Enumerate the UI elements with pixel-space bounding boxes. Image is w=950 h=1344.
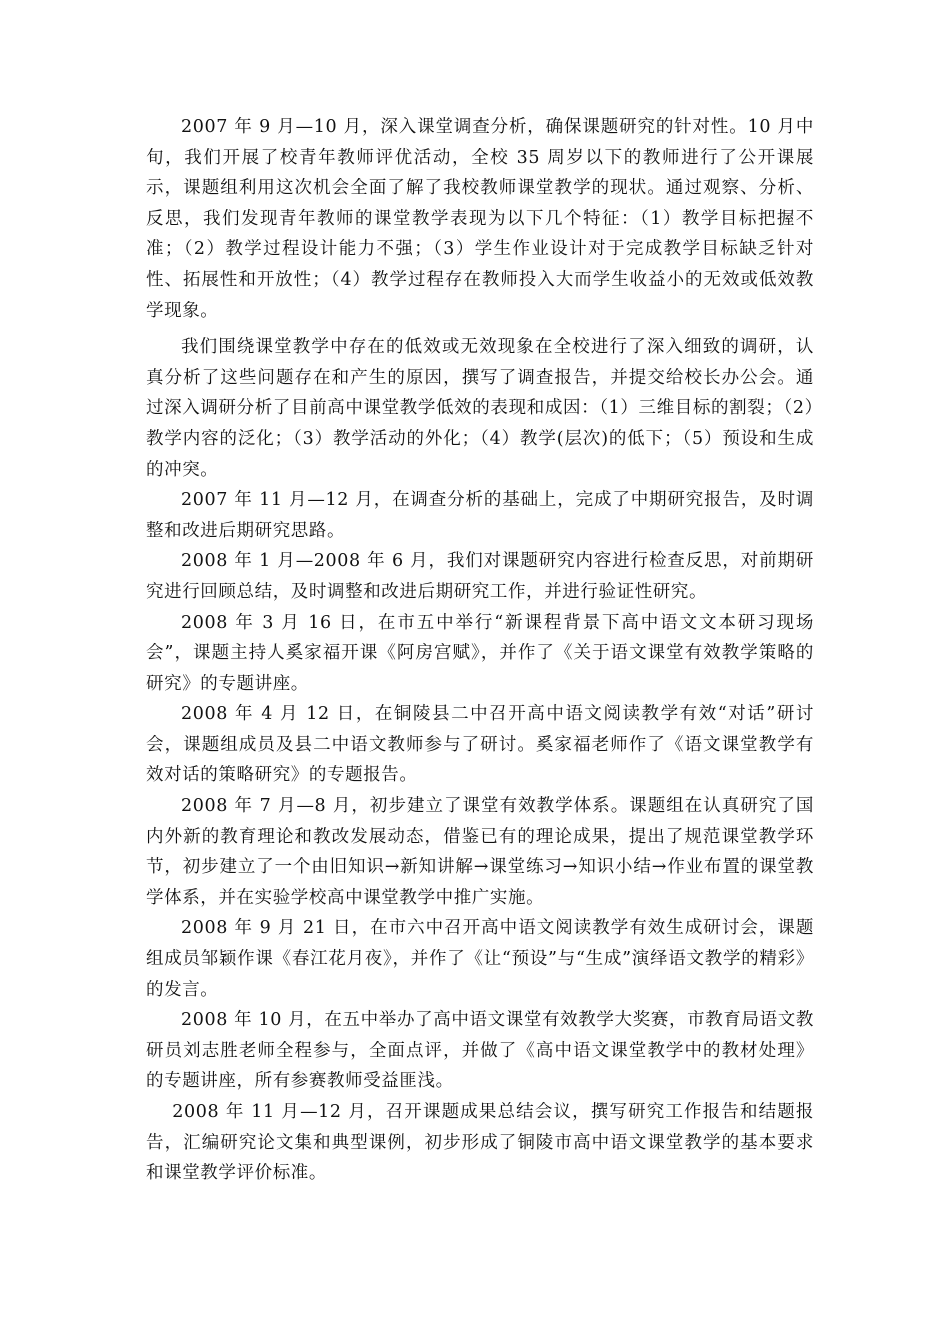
paragraph-low-efficiency-research: 我们围绕课堂教学中存在的低效或无效现象在全校进行了深入细致的调研，认真分析了这些问题存在和产生的原因，撰写了调查报告，并提交给校长办公会。通过深入调研分析了目前高中课堂教学低效的表现和成因：（1）三维目标的割裂；（2）教学内容的泛化；（3）教学活动的外化；（4）教学(层次)的低下；（5）预设和生成的冲突。 [146, 337, 814, 480]
paragraph-2008-nov-dec: 2008 年 11 月—12 月，召开课题成果总结会议，撰写研究工作报告和结题报告，汇编研究论文集和典型课例，初步形成了铜陵市高中语文课堂教学的基本要求和课堂教学评价标准。 [146, 1102, 814, 1184]
paragraph-2008-jul-aug: 2008 年 7 月—8 月，初步建立了课堂有效教学体系。课题组在认真研究了国内外新的教育理论和教改发展动态，借鉴已有的理论成果，提出了规范课堂教学环节，初步建立了一个由旧知识→新知讲解→课堂练习→知识小结→作业布置的课堂教学体系，并在实验学校高中课堂教学中推广实施。 [146, 796, 814, 908]
paragraph-2008-apr-12: 2008 年 4 月 12 日，在铜陵县二中召开高中语文阅读教学有效“对话”研讨会，课题组成员及县二中语文教师参与了研讨。奚家福老师作了《语文课堂教学有效对话的策略研究》的专题报告。 [146, 704, 814, 786]
document-body [146, 112, 814, 1189]
paragraph-2007-nov-dec: 2007 年 11 月—12 月，在调查分析的基础上，完成了中期研究报告，及时调整和改进后期研究思路。 [146, 490, 814, 541]
paragraph-2008-sep-21: 2008 年 9 月 21 日，在市六中召开高中语文阅读教学有效生成研讨会，课题组成员邹颖作课《春江花月夜》，并作了《让“预设”与“生成”演绎语文教学的精彩》的发言。 [146, 918, 814, 1000]
paragraph-2008-mar-16: 2008 年 3 月 16 日，在市五中举行“新课程背景下高中语文文本研习现场会”，课题主持人奚家福开课《阿房宫赋》，并作了《关于语文课堂有效教学策略的研究》的专题讲座。 [146, 612, 814, 694]
paragraph-2008-jan-jun: 2008 年 1 月—2008 年 6 月，我们对课题研究内容进行检查反思，对前期研究进行回顾总结，及时调整和改进后期研究工作，并进行验证性研究。 [146, 551, 814, 602]
paragraph-2008-oct: 2008 年 10 月，在五中举办了高中语文课堂有效教学大奖赛，市教育局语文教研员刘志胜老师全程参与，全面点评，并做了《高中语文课堂教学中的教材处理》的专题讲座，所有参赛教师受益匪浅。 [146, 1010, 814, 1092]
paragraph-investigation-2007-sep-oct: 2007 年 9 月—10 月，深入课堂调查分析，确保课题研究的针对性。10 月中旬，我们开展了校青年教师评优活动，全校 35 周岁以下的教师进行了公开课展示，课题组利用这次机会全面了解了我校教师课堂教学的现状。通过观察、分析、反思，我们发现青年教师的课堂教学表现为以下几个特征：（1）教学目标把握不准；（2）教学过程设计能力不强；（3）学生作业设计对于完成教学目标缺乏针对性、拓展性和开放性；（4）教学过程存在教师投入大而学生收益小的无效或低效教学现象。 [146, 117, 814, 321]
